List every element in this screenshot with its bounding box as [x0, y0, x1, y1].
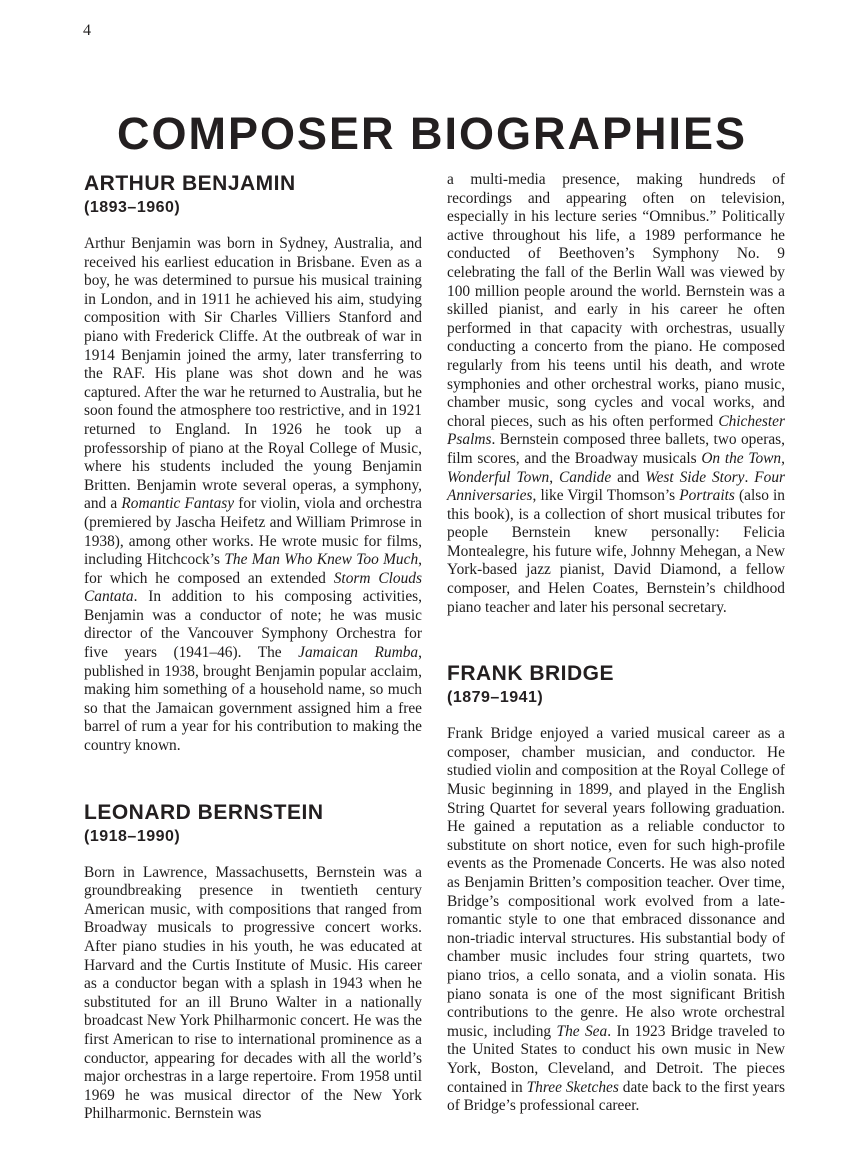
composer-years: (1893–1960)	[84, 199, 181, 216]
composer-years: (1879–1941)	[447, 689, 544, 707]
bio-paragraph: Arthur Benjamin was born in Sydney, Australia, and received his earliest education in Brisbane. Even as a boy, he was determined to pursue his musical training in London, and in 1911 he achieved his aim, studying composition with Sir Charles Villiers Stanford and piano with Frederick Cliffe. At the outbreak of war in 1914 Benjamin joined the army, later transferring to the RAF. His plane was shot down and he was captured. After the war he returned to Australia, but he soon found the atmosphere too restrictive, and in 1921 returned to England. In 1926 he took up a professorship of piano at the Royal College of Music, where his students included the young Benjamin Britten. Benjamin wrote several operas, a symphony, and a Romantic Fantasy for violin, viola and orchestra (premiered by Jascha Heifetz and William Primrose in 1938), among other works. He wrote music for films, including Hitchcock’s The Man Who Knew Too Much, for which he composed an extended Storm Clouds Cantata. In addition to his composing activities, Benjamin was a conductor of note; he was music director of the Vancouver Symphony Orchestra for five years (1941–46). The Jamaican Rumba, published in 1938, brought Benjamin popular acclaim, making him something of a household name, so much so that the Jamaican government assigned him a free barrel of rum a year for his contribution to making the country known.	[84, 235, 423, 755]
composer-heading	[447, 661, 785, 708]
composer-name: LEONARD BERNSTEIN	[84, 800, 324, 824]
page-title: COMPOSER BIOGRAPHIES	[116, 108, 748, 160]
bio-paragraph: Frank Bridge enjoyed a varied musical career as a composer, chamber musician, and conductor. He studied violin and composition at the Royal College of Music beginning in 1899, and played in the English String Quartet for several years following graduation. He gained a reputation as a reliable conductor to substitute on short notice, even for such high-profile events as the Promenade Concerts. He was also noted as Benjamin Britten’s composition teacher. Over time, Bridge’s compositional work evolved from a late-romantic style to one that embraced dissonance and non-triadic interval structures. His substantial body of chamber music includes four string quartets, two piano trios, a cello sonata, and a violin sonata. His piano sonata is one of the most significant British contributions to the genre. He also wrote orchestral music, including The Sea. In 1923 Bridge traveled to the United States to conduct his own music in New York, Boston, Cleveland, and Detroit. The pieces contained in Three Sketches date back to the first years of Bridge’s professional career.	[447, 725, 786, 1115]
composer-years: (1918–1990)	[84, 827, 181, 845]
composer-heading	[84, 800, 422, 847]
composer-name: FRANK BRIDGE	[447, 662, 614, 686]
page-number: 4	[83, 22, 91, 39]
column-right	[447, 171, 785, 1116]
bio-paragraph: a multi-media presence, making hundreds of recordings and appearing often on television, especially in his lecture series “Omnibus.” Politically active throughout his life, a 1989 performance he conducted of Beethoven’s Symphony No. 9 celebrating the fall of the Berlin Wall was viewed by 100 million people around the world. Bernstein was a skilled pianist, and early in his career he often performed in that capacity with orchestras, usually conducting a concerto from the piano. He composed regularly from his teens until his death, and wrote symphonies and other orchestral works, piano music, chamber music, song cycles and vocal works, and choral pieces, such as his often performed Chichester Psalms. Bernstein composed three ballets, two operas, film scores, and the Broadway musicals On the Town, Wonderful Town, Candide and West Side Story. Four Anniversaries, like Virgil Thomson’s Portraits (also in this book), is a collection of short musical tributes for people Bernstein knew personally: Felicia Montealegre, his future wife, Johnny Mehegan, a New York-based jazz pianist, David Diamond, a fellow composer, and Helen Coates, Bernstein’s childhood piano teacher and later his personal secretary.	[447, 171, 786, 616]
column-left	[84, 171, 422, 1124]
composer-heading	[84, 171, 422, 218]
bio-paragraph: Born in Lawrence, Massachusetts, Bernstein was a groundbreaking presence in twentieth century American music, with compositions that ranged from Broadway musicals to progressive concert works. After piano studies in his youth, he was educated at Harvard and the Curtis Institute of Music. His career as a conductor began with a splash in 1943 when he substituted for an ill Bruno Walter in a nationally broadcast New York Philharmonic concert. He was the first American to rise to international prominence as a conductor, appearing for decades with all the world’s major orchestras in a large repertoire. From 1958 until 1969 he was musical director of the New York Philharmonic. Bernstein was	[84, 863, 422, 1123]
composer-name: ARTHUR BENJAMIN	[84, 172, 296, 195]
